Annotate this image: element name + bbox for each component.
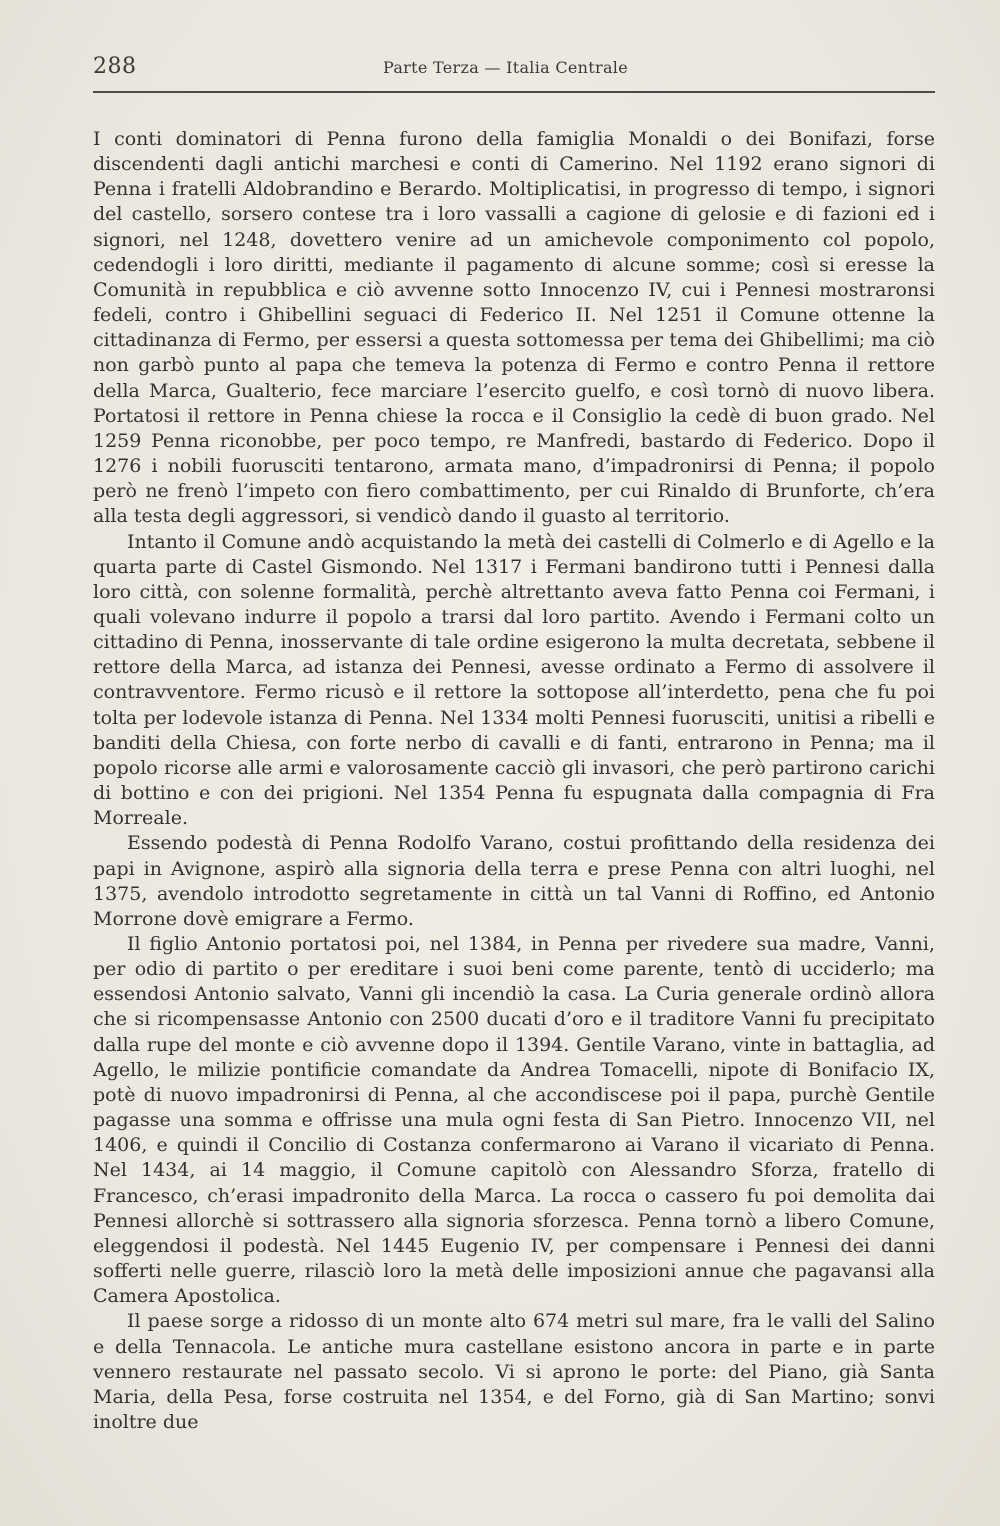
page-header bbox=[93, 52, 935, 86]
paragraph-4: Il figlio Antonio portatosi poi, nel 1384, in Penna per rivedere sua madre, Vanni, per odio di partito o per ereditare i suoi beni come parente, tentò di ucciderlo; ma essendosi Antonio salvato, Vanni gli incendiò la casa. La Curia generale ordinò allora che si ricompensasse Antonio con 2500 ducati d’oro e il traditore Vanni fu precipitato dalla rupe del monte e ciò avvenne dopo il 1394. Gentile Varano, vinte in battaglia, ad Agello, le milizie pontificie comandate da Andrea Tomacelli, nipote di Bonifacio IX, potè di nuovo impadronirsi di Penna, al che accondiscese poi il papa, purchè Gentile pagasse una somma e offrisse una mula ogni festa di San Pietro. Innocenzo VII, nel 1406, e quindi il Concilio di Costanza confermarono ai Varano il vicariato di Penna. Nel 1434, ai 14 maggio, il Comune capitolò con Alessandro Sforza, fratello di Francesco, ch’erasi impadronito della Marca. La rocca o cassero fu poi demolita dai Pennesi allorchè si sottrassero alla signoria sforzesca. Penna tornò a libero Comune, eleggendosi il podestà. Nel 1445 Eugenio IV, per compensare i Pennesi dei danni sofferti nelle guerre, rilasciò loro la metà delle imposizioni annue che pagavansi alla Camera Apostolica. bbox=[93, 933, 935, 1308]
body-text bbox=[93, 127, 935, 1435]
paragraph-1: I conti dominatori di Penna furono della famiglia Monaldi o dei Bonifazi, forse discendenti dagli antichi marchesi e conti di Camerino. Nel 1192 erano signori di Penna i fratelli Aldobrandino e Berardo. Moltiplicatisi, in progresso di tempo, i signori del castello, sorsero contese tra i loro vassalli a cagione di gelosie e di fazioni ed i signori, nel 1248, dovettero venire ad un amichevole componimento col popolo, cedendogli i loro diritti, mediante il pagamento di alcune somme; così si eresse la Comunità in repubblica e ciò avvenne sotto Innocenzo IV, cui i Pennesi mostraronsi fedeli, contro i Ghibellini seguaci di Federico II. Nel 1251 il Comune ottenne la cittadinanza di Fermo, per essersi a questa sottomessa per tema dei Ghibellimi; ma ciò non garbò punto al papa che temeva la potenza di Fermo e contro Penna il rettore della Marca, Gualterio, fece marciare l’esercito guelfo, e così tornò di nuovo libera. Portatosi il rettore in Penna chiese la rocca e il Consiglio la cedè di buon grado. Nel 1259 Penna riconobbe, per poco tempo, re Manfredi, bastardo di Federico. Dopo il 1276 i nobili fuorusciti tentarono, armata mano, d’impadronirsi di Penna; il popolo però ne frenò l’impeto con fiero combattimento, per cui Rinaldo di Brunforte, ch’era alla testa degli aggressori, si vendicò dando il guasto al territorio. bbox=[93, 128, 935, 528]
header-rule bbox=[93, 91, 935, 93]
paragraph-3: Essendo podestà di Penna Rodolfo Varano, costui profittando della residenza dei papi in Avignone, aspirò alla signoria della terra e prese Penna con altri luoghi, nel 1375, avendolo introdotto segretamente in città un tal Vanni di Roffino, ed Antonio Morrone dovè emigrare a Fermo. bbox=[93, 832, 935, 930]
paragraph-2: Intanto il Comune andò acquistando la metà dei castelli di Colmerlo e di Agello e la quarta parte di Castel Gismondo. Nel 1317 i Fermani bandirono tutti i Pennesi dalla loro città, con solenne formalità, perchè altrettanto aveva fatto Penna coi Fermani, i quali volevano indurre il popolo a trarsi dal loro partito. Avendo i Fermani colto un cittadino di Penna, inosservante di tale ordine esigerono la multa decretata, sebbene il rettore della Marca, ad istanza dei Pennesi, avesse ordinato a Fermo di assolvere il contravventore. Fermo ricusò e il rettore la sottopose all’interdetto, pena che fu poi tolta per lodevole istanza di Penna. Nel 1334 molti Pennesi fuorusciti, unitisi a ribelli e banditi della Chiesa, con forte nerbo di cavalli e di fanti, entrarono in Penna; ma il popolo ricorse alle armi e valorosamente cacciò gli invasori, che però partirono carichi di bottino e con dei prigioni. Nel 1354 Penna fu espugnata dalla compagnia di Fra Morreale. bbox=[93, 530, 935, 830]
paragraph-5: Il paese sorge a ridosso di un monte alto 674 metri sul mare, fra le valli del Salino e della Tennacola. Le antiche mura castellane esistono ancora in parte e in parte vennero restaurate nel passato secolo. Vi si aprono le porte: del Piano, già Santa Maria, della Pesa, forse costruita nel 1354, e del Forno, già di San Martino; sonvi inoltre due bbox=[93, 1310, 935, 1433]
running-title: Parte Terza — Italia Centrale bbox=[383, 58, 628, 77]
page-number: 288 bbox=[93, 54, 137, 79]
